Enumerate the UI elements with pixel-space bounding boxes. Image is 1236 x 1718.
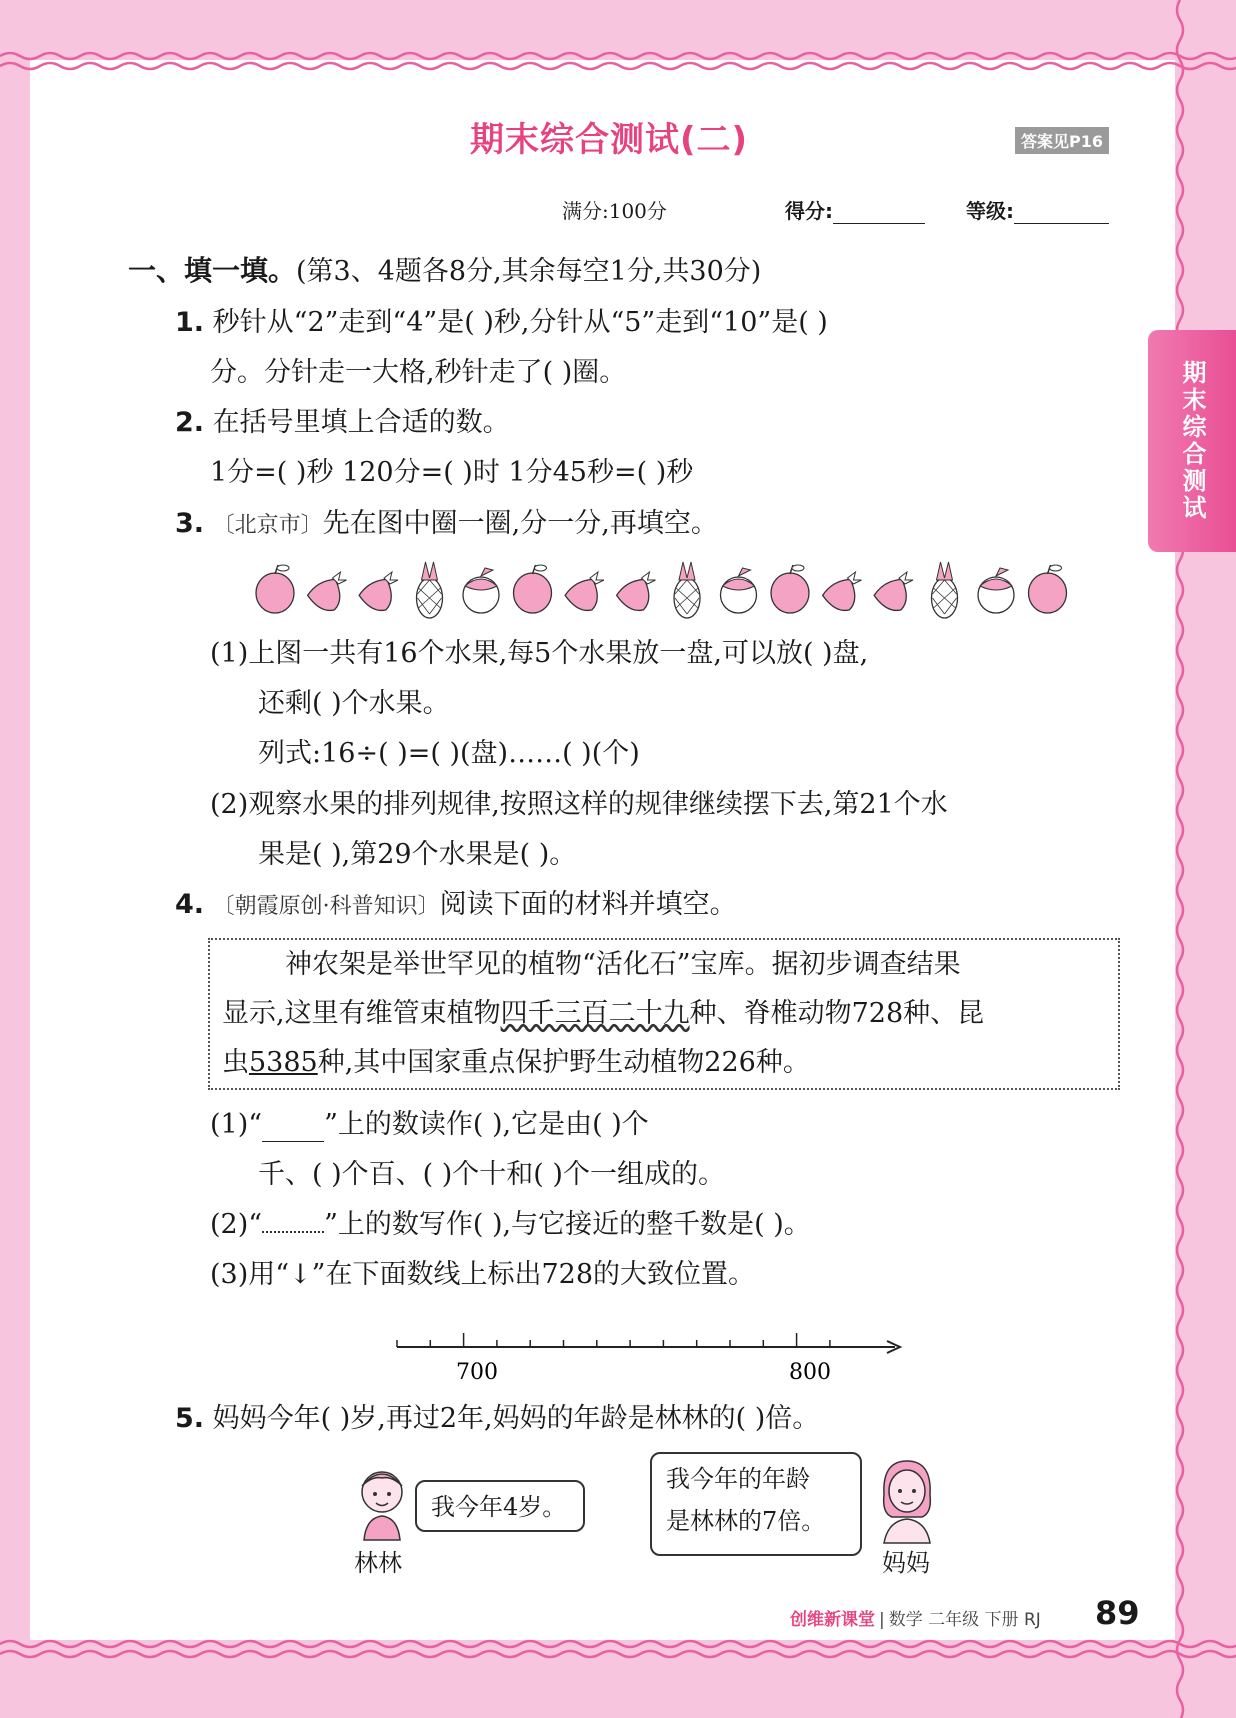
part-text: (1)“: [210, 1109, 263, 1140]
reading-text: 虫: [222, 1047, 249, 1078]
tick-label-700: 700: [456, 1360, 498, 1385]
strawberry-icon: [821, 572, 864, 618]
question-1-line-2: 分。分针走一大格,秒针走了( )圈。: [210, 357, 627, 388]
part-text: ”上的数写作( ),与它接近的整千数是( )。: [324, 1209, 811, 1240]
mom-name: 妈妈: [882, 1549, 930, 1577]
question-4-part-3-line: (3)用“↓”在下面数线上标出728的大致位置。: [210, 1259, 756, 1290]
question-text: 先在图中圈一圈,分一分,再填空。: [322, 508, 718, 539]
question-2-line-2: 1分=( )秒 120分=( )时 1分45秒=( )秒: [210, 457, 694, 488]
footer-brand: 创维新课堂: [790, 1610, 875, 1630]
section-heading: [128, 254, 761, 289]
question-1-line-1: [175, 306, 828, 340]
question-number: 2.: [175, 407, 205, 438]
top-wavy-border: [0, 42, 1236, 82]
pineapple-icon: [932, 562, 958, 618]
full-score: 满分:100分: [562, 199, 667, 223]
question-4-part-2-line: [210, 1208, 811, 1242]
question-4-part-1-line-1: [210, 1108, 649, 1142]
apple-icon: [771, 565, 809, 613]
question-2-line-1: [175, 406, 510, 440]
question-text: 阅读下面的材料并填空。: [439, 889, 737, 920]
reading-text: 种、脊椎动物728种、昆: [689, 998, 985, 1029]
bottom-wavy-border: [0, 1632, 1236, 1672]
strawberry-icon: [872, 572, 915, 618]
pineapple-icon: [417, 562, 443, 618]
section-title: 一、填一填。: [128, 254, 297, 287]
number-line[interactable]: [395, 1325, 905, 1395]
score-label: 得分:: [785, 199, 833, 223]
underlined-number: 5385: [249, 1047, 318, 1078]
peach-icon: [463, 568, 499, 613]
grade-field[interactable]: [966, 195, 1109, 224]
grade-blank[interactable]: [1014, 199, 1109, 224]
question-3-part-1-line-1: (1)上图一共有16个水果,每5个水果放一盘,可以放( )盘,: [210, 638, 869, 669]
grade-label: 等级:: [966, 199, 1014, 223]
apple-icon: [514, 565, 552, 613]
wavy-underline-sample: [262, 1211, 324, 1233]
strawberry-icon: [563, 572, 606, 618]
boy-name: 林林: [354, 1549, 402, 1577]
question-number: 5.: [175, 1403, 205, 1434]
question-3-part-1-line-2: 还剩( )个水果。: [258, 688, 450, 719]
wavy-underlined-number: 四千三百二十九: [500, 998, 690, 1029]
apple-icon: [256, 565, 294, 613]
mom-illustration-icon: [872, 1455, 942, 1545]
question-4-part-1-line-2: 千、( )个百、( )个十和( )个一组成的。: [258, 1159, 725, 1190]
side-tab: 期末综合测试: [1148, 330, 1236, 552]
reading-line-1: 神农架是举世罕见的植物“活化石”宝库。据初步调查结果: [285, 949, 961, 980]
section-note: (第3、4题各8分,其余每空1分,共30分): [296, 256, 762, 287]
strawberry-icon: [357, 572, 400, 618]
question-3-line-1: [175, 507, 718, 543]
question-5-line: [175, 1402, 819, 1436]
footer: 创维新课堂 | 数学 二年级 下册 RJ: [790, 1610, 1041, 1630]
part-text: (2)“: [210, 1209, 263, 1240]
question-text: 妈妈今年( )岁,再过2年,妈妈的年龄是林林的( )倍。: [212, 1403, 820, 1434]
question-tag: 〔朝霞原创·科普知识〕: [212, 894, 440, 919]
reading-text: 显示,这里有维管束植物: [222, 998, 501, 1029]
answer-reference-badge: 答案见P16: [1015, 127, 1109, 154]
strawberry-icon: [615, 572, 658, 618]
reading-line-2: [222, 997, 984, 1031]
question-3-part-1-line-3: 列式:16÷( )=( )(盘)……( )(个): [258, 738, 640, 769]
strawberry-icon: [306, 572, 349, 618]
reading-line-3: [222, 1046, 810, 1080]
question-text: 在括号里填上合适的数。: [212, 407, 510, 438]
question-number: 3.: [175, 508, 205, 539]
tick-label-800: 800: [789, 1360, 831, 1385]
score-field[interactable]: [785, 195, 925, 224]
question-4-line-1: [175, 888, 737, 924]
reading-text: 种,其中国家重点保护野生动植物226种。: [317, 1047, 810, 1078]
question-3-part-2-line-1: (2)观察水果的排列规律,按照这样的规律继续摆下去,第21个水: [210, 789, 948, 820]
fruit-row: [250, 560, 1070, 620]
page-number: 89: [1095, 1594, 1140, 1632]
straight-underline-sample: [262, 1121, 324, 1142]
boy-speech-bubble: 我今年4岁。: [415, 1480, 585, 1532]
score-blank[interactable]: [833, 199, 925, 224]
question-number: 4.: [175, 889, 205, 920]
question-number: 1.: [175, 307, 205, 338]
right-wavy-border: [1160, 0, 1200, 1718]
peach-icon: [978, 568, 1014, 613]
mom-bubble-line-1: 我今年的年龄: [666, 1465, 810, 1493]
mom-speech-bubble: [650, 1452, 862, 1556]
part-text: ”上的数读作( ),它是由( )个: [324, 1109, 649, 1140]
pineapple-icon: [674, 562, 700, 618]
boy-illustration-icon: [352, 1462, 412, 1542]
question-text: 秒针从“2”走到“4”是( )秒,分针从“5”走到“10”是( ): [212, 307, 828, 338]
page-title: 期末综合测试(二): [470, 120, 749, 160]
question-3-part-2-line-2: 果是( ),第29个水果是( )。: [258, 839, 577, 870]
mom-bubble-line-2: 是林林的7倍。: [666, 1507, 826, 1535]
footer-info: 数学 二年级 下册 RJ: [888, 1610, 1041, 1630]
peach-icon: [721, 568, 757, 613]
question-tag: 〔北京市〕: [212, 513, 323, 538]
apple-icon: [1029, 565, 1067, 613]
